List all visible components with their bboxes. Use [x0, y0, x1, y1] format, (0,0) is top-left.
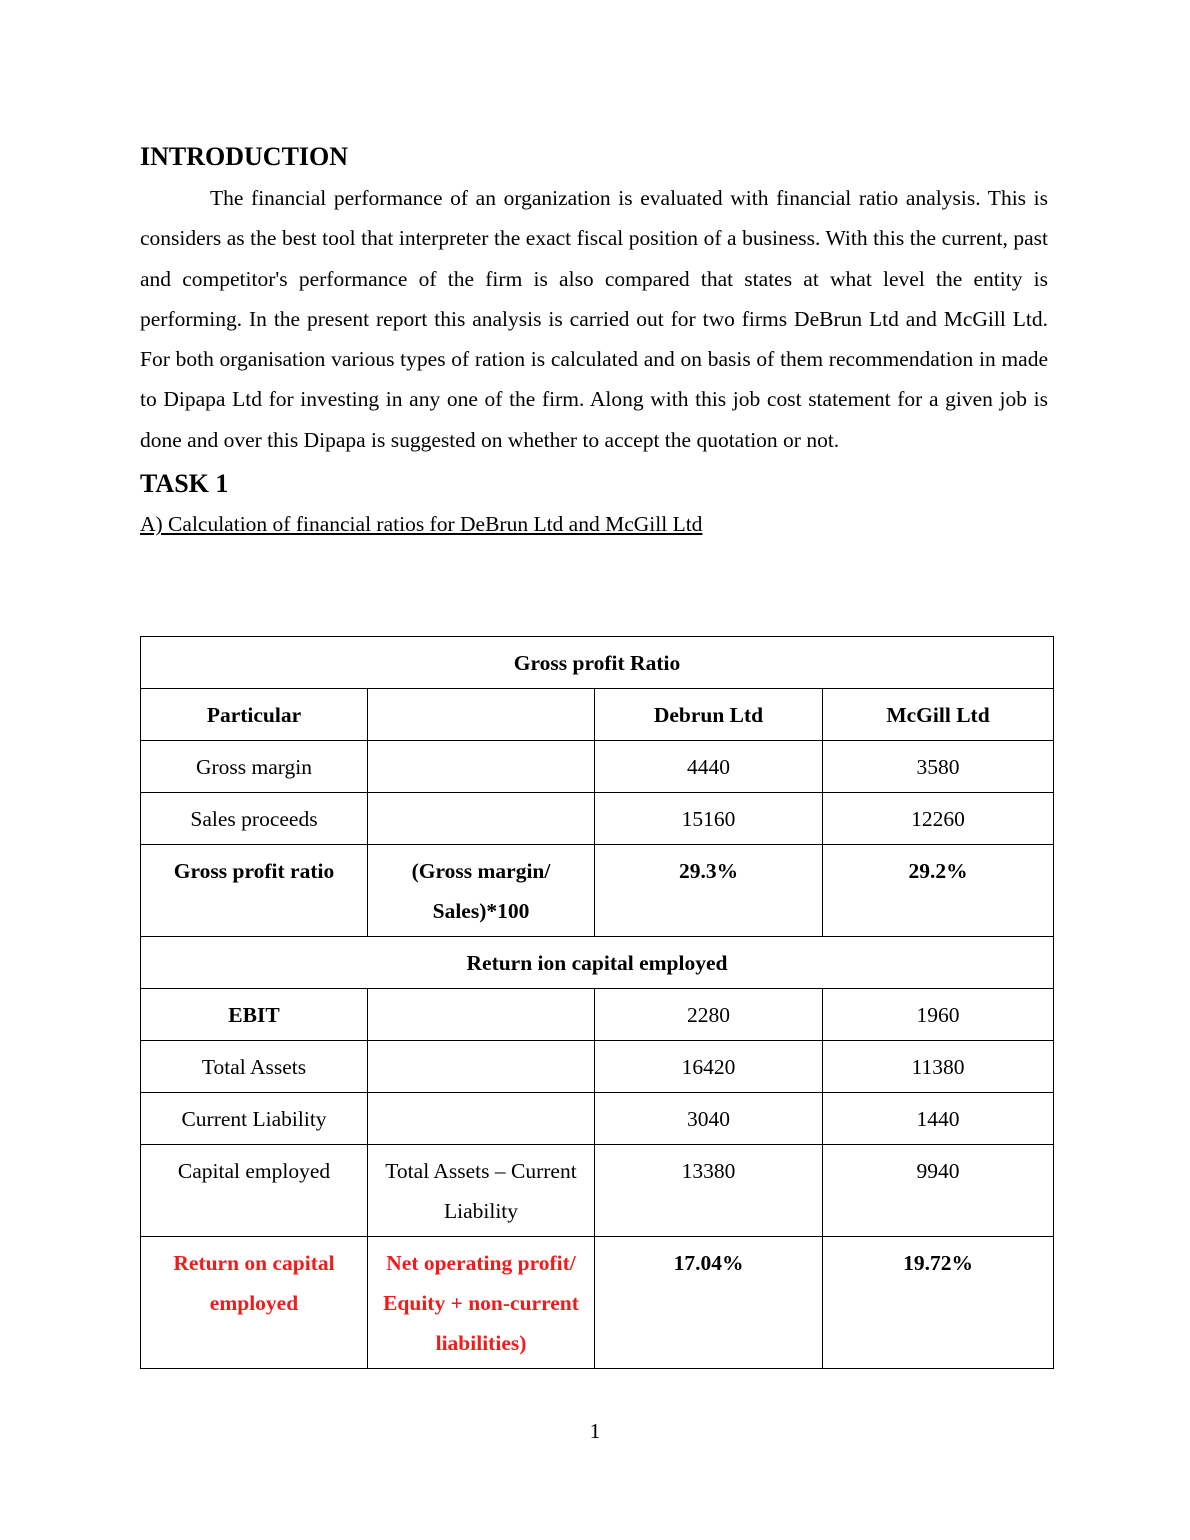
row-debrun-value: 16420 [595, 1041, 823, 1093]
row-label: Current Liability [141, 1093, 368, 1145]
gross-profit-section-title: Gross profit Ratio [141, 637, 1054, 689]
row-mcgill-value: 1960 [823, 989, 1054, 1041]
roce-section-title: Return ion capital employed [141, 937, 1054, 989]
header-debrun: Debrun Ltd [595, 689, 823, 741]
table-section-row-gross-profit [141, 637, 1054, 689]
roce-label: Return on capital employed [141, 1237, 368, 1369]
gross-profit-ratio-label: Gross profit ratio [141, 845, 368, 937]
page-number: 1 [589, 1419, 601, 1443]
row-debrun-value: 15160 [595, 793, 823, 845]
row-label: Gross margin [141, 741, 368, 793]
introduction-paragraph: The financial performance of an organization is evaluated with financial ratio analysis. This is considers as the best tool that interpreter the exact fiscal position of a business. With this the current, past and competitor's performance of the firm is also compared that states at what level the entity is performing. In the present report this analysis is carried out for two firms DeBrun Ltd and McGill Ltd. For both organisation various types of ration is calculated and on basis of them recommendation in made to Dipapa Ltd for investing in any one of the firm. Along with this job cost statement for a given job is done and over this Dipapa is suggested on whether to accept the quotation or not. [140, 186, 1048, 452]
table-row [141, 989, 1054, 1041]
row-formula: Total Assets – Current Liability [368, 1145, 595, 1237]
roce-debrun: 17.04% [595, 1237, 823, 1369]
header-mcgill: McGill Ltd [823, 689, 1054, 741]
row-debrun-value: 2280 [595, 989, 823, 1041]
table-row [141, 1093, 1054, 1145]
row-formula [368, 741, 595, 793]
roce-result-row [141, 1237, 1054, 1369]
table-row [141, 741, 1054, 793]
header-particular: Particular [141, 689, 368, 741]
row-mcgill-value: 1440 [823, 1093, 1054, 1145]
row-debrun-value: 3040 [595, 1093, 823, 1145]
row-formula [368, 793, 595, 845]
gross-profit-ratio-debrun: 29.3% [595, 845, 823, 937]
row-label: Total Assets [141, 1041, 368, 1093]
row-formula [368, 1093, 595, 1145]
introduction-heading: INTRODUCTION [140, 142, 349, 171]
table-row [141, 1145, 1054, 1237]
gross-profit-result-row [141, 845, 1054, 937]
row-mcgill-value: 3580 [823, 741, 1054, 793]
gross-profit-ratio-mcgill: 29.2% [823, 845, 1054, 937]
task-1-heading: TASK 1 [140, 469, 229, 499]
row-debrun-value: 4440 [595, 741, 823, 793]
row-mcgill-value: 11380 [823, 1041, 1054, 1093]
table-header-row [141, 689, 1054, 741]
row-debrun-value: 13380 [595, 1145, 823, 1237]
financial-ratios-table [140, 636, 1054, 1369]
roce-formula: Net operating profit/ Equity + non-current liabilities) [368, 1237, 595, 1369]
table-section-row-roce [141, 937, 1054, 989]
gross-profit-ratio-formula: (Gross margin/ Sales)*100 [368, 845, 595, 937]
row-formula [368, 1041, 595, 1093]
row-label: Capital employed [141, 1145, 368, 1237]
row-formula [368, 989, 595, 1041]
document-page [140, 140, 1050, 540]
row-label: EBIT [141, 989, 368, 1041]
roce-mcgill: 19.72% [823, 1237, 1054, 1369]
row-label: Sales proceeds [141, 793, 368, 845]
row-mcgill-value: 12260 [823, 793, 1054, 845]
table-row [141, 793, 1054, 845]
table-row [141, 1041, 1054, 1093]
task-1-subheading: A) Calculation of financial ratios for DeBrun Ltd and McGill Ltd [140, 512, 703, 537]
header-formula [368, 689, 595, 741]
row-mcgill-value: 9940 [823, 1145, 1054, 1237]
